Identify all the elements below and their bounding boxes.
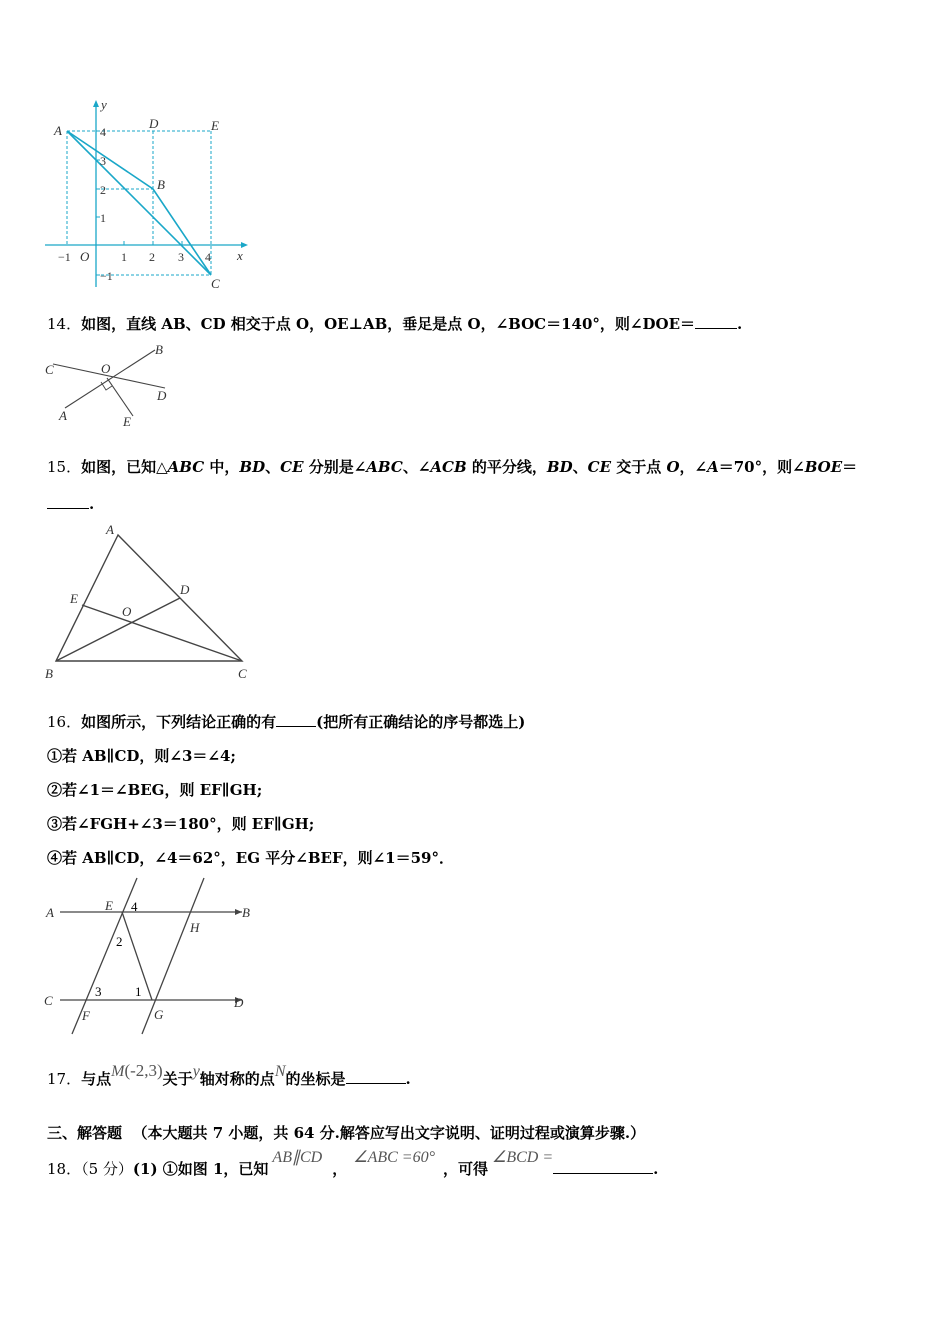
answer-blank[interactable] (47, 494, 89, 509)
label-b: B (45, 666, 53, 681)
option-1: ①若 AB∥CD，则∠3＝∠4; (47, 747, 236, 765)
label-d: D (157, 388, 167, 403)
point-b-label: B (157, 177, 165, 192)
option-2: ②若∠1＝∠BEG，则 EF∥GH; (47, 781, 263, 799)
x-tick-1: 1 (121, 250, 127, 264)
option-3: ③若∠FGH+∠3＝180°，则 EF∥GH; (47, 815, 315, 833)
label-f: F (82, 1008, 90, 1023)
y-tick-neg1: −1 (100, 269, 113, 283)
x-tick-4: 4 (205, 250, 211, 264)
ray-oe (107, 378, 133, 416)
bisector-ce (82, 605, 242, 661)
answer-blank[interactable] (695, 314, 737, 329)
label-e: E (123, 414, 131, 429)
y-tick-1: 1 (100, 211, 106, 225)
label-a: A (46, 905, 54, 920)
point-m-coord: (-2,3) (124, 1061, 163, 1080)
question-16: 16．如图所示，下列结论正确的有 (把所有正确结论的序号都选上) (47, 713, 526, 731)
point-d-label: D (149, 116, 159, 131)
x-tick-3: 3 (178, 250, 184, 264)
label-h: H (190, 920, 200, 935)
label-o: O (122, 604, 132, 619)
question-14: 14．如图，直线 AB、CD 相交于点 O，OE⊥AB，垂足是点 O，∠BOC＝140°，则∠DOE＝ . (47, 315, 743, 333)
angle-3: 3 (95, 984, 102, 999)
label-c: C (44, 993, 53, 1008)
label-c: C (45, 362, 54, 377)
angle-1: 1 (135, 984, 142, 999)
label-o: O (101, 361, 111, 376)
section-heading: 三、解答题 （本大题共 7 小题，共 64 分.解答应写出文字说明、证明过程或演算步骤.） (47, 1124, 646, 1142)
label-d: D (234, 995, 244, 1010)
x-tick-neg1: −1 (58, 250, 71, 264)
question-number: 14． (47, 315, 82, 333)
label-b: B (155, 342, 163, 357)
question-text: 如图，直线 AB、CD 相交于点 O，OE⊥AB，垂足是点 O，∠BOC＝140°，则∠DOE＝ (81, 315, 696, 333)
y-axis-label: y (101, 97, 107, 112)
label-d: D (180, 582, 190, 597)
option-4: ④若 AB∥CD，∠4＝62°，EG 平分∠BEF，则∠1＝59°． (47, 849, 454, 867)
figure-15 (42, 518, 257, 683)
point-c-label: C (211, 276, 220, 291)
y-tick-3: 3 (100, 154, 106, 168)
bisector-bd (56, 598, 180, 661)
question-15-blank-line: . (47, 494, 94, 513)
y-tick-4: 4 (100, 125, 106, 139)
triangle-abc (56, 535, 242, 661)
answer-blank[interactable] (553, 1159, 653, 1174)
point-m: M (111, 1063, 125, 1080)
x-tick-2: 2 (149, 250, 155, 264)
label-a: A (59, 408, 67, 423)
label-e: E (105, 898, 113, 913)
figure-14 (45, 338, 170, 430)
coordinate-graph (45, 95, 265, 295)
label-c: C (238, 666, 247, 681)
line-gh (142, 878, 204, 1034)
label-e: E (70, 591, 78, 606)
label-a: A (106, 522, 114, 537)
question-15: 15．如图，已知△ABC 中，BD、CE 分别是∠ABC、∠ACB 的平分线，BD、CE 交于点 O，∠A＝70°，则∠BOE＝ (47, 458, 858, 476)
angle-2: 2 (116, 934, 123, 949)
angle-4: 4 (131, 899, 138, 914)
label-g: G (154, 1007, 164, 1022)
y-axis-arrow (93, 100, 99, 107)
origin-label: O (80, 249, 90, 264)
label-b: B (242, 905, 250, 920)
question-18: 18．（5 分）(1) ①如图 1，已知AB∥CD，∠ABC =60°，可得∠BCD =. (47, 1149, 659, 1178)
y-tick-2: 2 (100, 183, 106, 197)
x-axis-label: x (237, 248, 243, 263)
point-e-label: E (211, 118, 219, 133)
answer-blank[interactable] (276, 712, 316, 727)
question-17: 17．与点M(-2,3)关于y轴对称的点N的坐标是 . (47, 1061, 411, 1088)
figure-16 (42, 872, 262, 1042)
answer-blank[interactable] (346, 1069, 406, 1084)
line-ab (65, 350, 155, 408)
point-a-label: A (54, 123, 62, 138)
